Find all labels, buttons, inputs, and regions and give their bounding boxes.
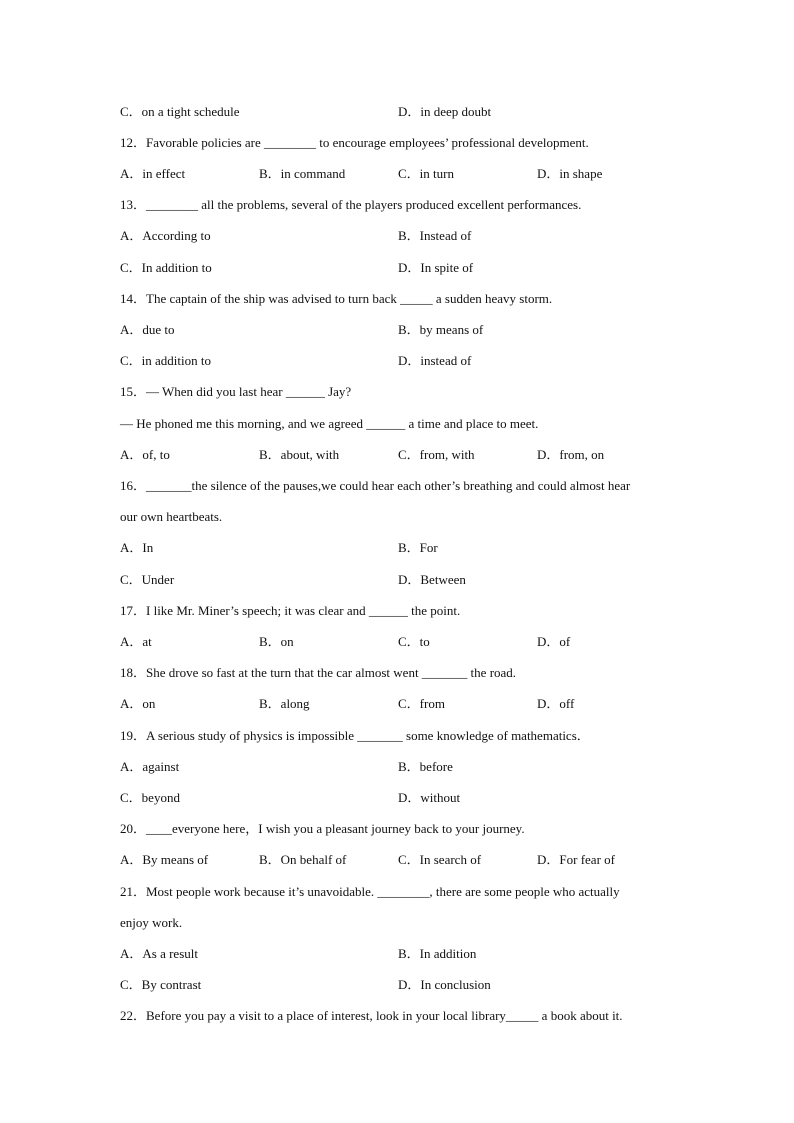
option-c: C．In addition to bbox=[120, 260, 212, 275]
option-a: A．of, to bbox=[120, 447, 170, 462]
option-c: C．By contrast bbox=[120, 977, 202, 992]
option-a: A．at bbox=[120, 634, 152, 649]
question-21-stem: 21．Most people work because it’s unavoidable. ________, there are some people who actually bbox=[120, 884, 620, 899]
option-c: C．Under bbox=[120, 572, 175, 587]
question-14-stem: 14．The captain of the ship was advised to turn back _____ a sudden heavy storm. bbox=[120, 291, 553, 306]
option-d: D．without bbox=[398, 790, 461, 805]
question-21-stem-cont: enjoy work. bbox=[120, 915, 183, 930]
option-c: C．in turn bbox=[398, 166, 454, 181]
question-15-dialogue: — He phoned me this morning, and we agreed ______ a time and place to meet. bbox=[120, 416, 539, 431]
question-19-stem: 19．A serious study of physics is impossible _______ some knowledge of mathematics． bbox=[120, 728, 590, 743]
option-c: C．on a tight schedule bbox=[120, 104, 240, 119]
option-c: C．beyond bbox=[120, 790, 180, 805]
option-b: B．about, with bbox=[259, 447, 340, 462]
option-d: D．In conclusion bbox=[398, 977, 491, 992]
option-a: A．against bbox=[120, 759, 180, 774]
option-d: D．in shape bbox=[537, 166, 603, 181]
option-b: B．by means of bbox=[398, 322, 484, 337]
option-a: A．As a result bbox=[120, 946, 198, 961]
option-d: D．in deep doubt bbox=[398, 104, 492, 119]
option-a: A．In bbox=[120, 540, 154, 555]
option-b: B．in command bbox=[259, 166, 346, 181]
option-c: C．In search of bbox=[398, 852, 482, 867]
option-c: C．from, with bbox=[398, 447, 475, 462]
option-c: C．to bbox=[398, 634, 430, 649]
option-b: B．Instead of bbox=[398, 228, 472, 243]
option-a: A．due to bbox=[120, 322, 175, 337]
option-d: D．off bbox=[537, 696, 575, 711]
question-16-stem-cont: our own heartbeats. bbox=[120, 509, 223, 524]
question-13-stem: 13．________ all the problems, several of the players produced excellent performances. bbox=[120, 197, 582, 212]
option-a: A．on bbox=[120, 696, 156, 711]
option-a: A．By means of bbox=[120, 852, 209, 867]
question-20-stem: 20．____everyone here，I wish you a pleasant journey back to your journey. bbox=[120, 821, 525, 836]
question-15-stem: 15．— When did you last hear ______ Jay? bbox=[120, 384, 352, 399]
option-b: B．In addition bbox=[398, 946, 477, 961]
question-18-stem: 18．She drove so fast at the turn that the car almost went _______ the road. bbox=[120, 665, 517, 680]
option-b: B．For bbox=[398, 540, 438, 555]
option-b: B．before bbox=[398, 759, 453, 774]
option-b: B．on bbox=[259, 634, 294, 649]
option-a: A．According to bbox=[120, 228, 211, 243]
option-a: A．in effect bbox=[120, 166, 186, 181]
option-c: C．from bbox=[398, 696, 445, 711]
option-d: D．instead of bbox=[398, 353, 472, 368]
question-12-stem: 12．Favorable policies are ________ to encourage employees’ professional development. bbox=[120, 135, 589, 150]
option-d: D．of bbox=[537, 634, 571, 649]
option-b: B．along bbox=[259, 696, 310, 711]
option-d: D．from, on bbox=[537, 447, 605, 462]
question-22-stem: 22．Before you pay a visit to a place of interest, look in your local library_____ a book about it. bbox=[120, 1008, 623, 1023]
option-d: D．For fear of bbox=[537, 852, 615, 867]
option-c: C．in addition to bbox=[120, 353, 212, 368]
question-16-stem: 16．_______the silence of the pauses,we could hear each other’s breathing and could almost hear bbox=[120, 478, 631, 493]
option-d: D．In spite of bbox=[398, 260, 474, 275]
option-b: B．On behalf of bbox=[259, 852, 347, 867]
question-17-stem: 17．I like Mr. Miner’s speech; it was clear and ______ the point. bbox=[120, 603, 461, 618]
option-d: D．Between bbox=[398, 572, 466, 587]
